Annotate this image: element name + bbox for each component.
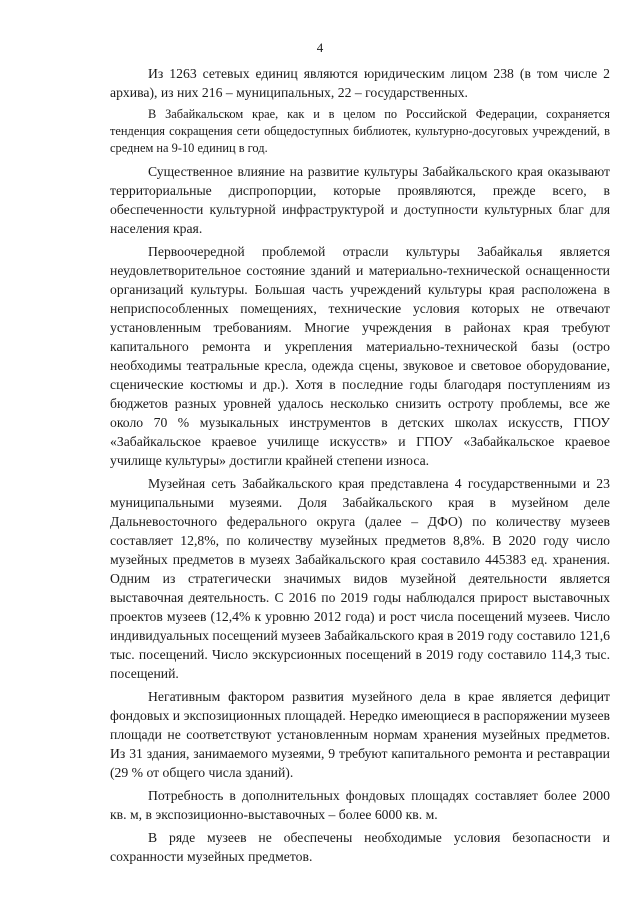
paragraph-network-units: Из 1263 сетевых единиц являются юридическим лицом 238 (в том числе 2 архива), из них 216 – муниципальных, 22 – государственных. <box>110 66 610 100</box>
document-body <box>110 64 610 866</box>
paragraph-area-needs: Потребность в дополнительных фондовых площадях составляет более 2000 кв. м, в экспозиционно-выставочных – более 6000 кв. м. <box>110 787 610 822</box>
paragraph-library-reduction: В Забайкальском крае, как и в целом по Российской Федерации, сохраняется тенденция сокращения сети общедоступных библиотек, культурно-досуговых учреждений, в среднем на 9-10 единиц в год. <box>110 107 610 156</box>
paragraph-museum-safety: В ряде музеев не обеспечены необходимые условия безопасности и сохранности музейных предметов. <box>110 829 610 864</box>
paragraph-buildings-condition: Первоочередной проблемой отрасли культуры Забайкалья является неудовлетворительное состояние зданий и материально-технической оснащенности организаций культуры. Большая часть учреждений культуры края расположена в неприспособленных помещениях, технические условия которых не отвечают установленным требованиям. Многие учреждения в районах края требуют капитального ремонта и укрепления материально-технической базы (остро необходимы театральные кресла, одежда сцены, звуковое и световое оборудование, сценические костюмы и др.). Хотя в последние годы благодаря поступлениям из бюджетов разных уровней удалось несколько снизить остроту проблемы, все же около 70 % музыкальных инструментов в детских школах искусств, ГПОУ «Забайкальское краевое училище искусств» и ГПОУ «Забайкальское краевое училище культуры» достигли крайней степени износа. <box>110 243 610 468</box>
paragraph-territorial-disproportions: Существенное влияние на развитие культуры Забайкальского края оказывают территориальные диспропорции, которые проявляются, прежде всего, в обеспеченности культурной инфраструктурой и доступности культурных благ для населения края. <box>110 163 610 236</box>
paragraph-museum-network: Музейная сеть Забайкальского края представлена 4 государственными и 23 муниципальными музеями. Доля Забайкальского края в музейном деле Дальневосточного федерального округа (далее – ДФО) по количеству музеев составляет 12,8%, по количеству музейных предметов 8,8%. В 2020 году число музейных предметов в музеях Забайкальского края составило 445383 ед. хранения. Одним из стратегически значимых видов музейной деятельности является выставочная деятельность. С 2016 по 2019 годы наблюдался прирост выставочных проектов музеев (12,4% к уровню 2012 года) и рост числа посещений музеев. Число индивидуальных посещений музеев Забайкальского края в 2019 году составило 121,6 тыс. посещений. Число экскурсионных посещений в 2019 году составило 114,3 тыс. посещений. <box>110 475 610 681</box>
paragraph-storage-deficit: Негативным фактором развития музейного дела в крае является дефицит фондовых и экспозиционных площадей. Нередко имеющиеся в распоряжении музеев площади не соответствуют установленным нормам хранения музейных предметов. Из 31 здания, занимаемого музеями, 9 требуют капитального ремонта и реставрации (29 % от общего числа зданий). <box>110 688 610 780</box>
page-number: 4 <box>316 40 324 55</box>
